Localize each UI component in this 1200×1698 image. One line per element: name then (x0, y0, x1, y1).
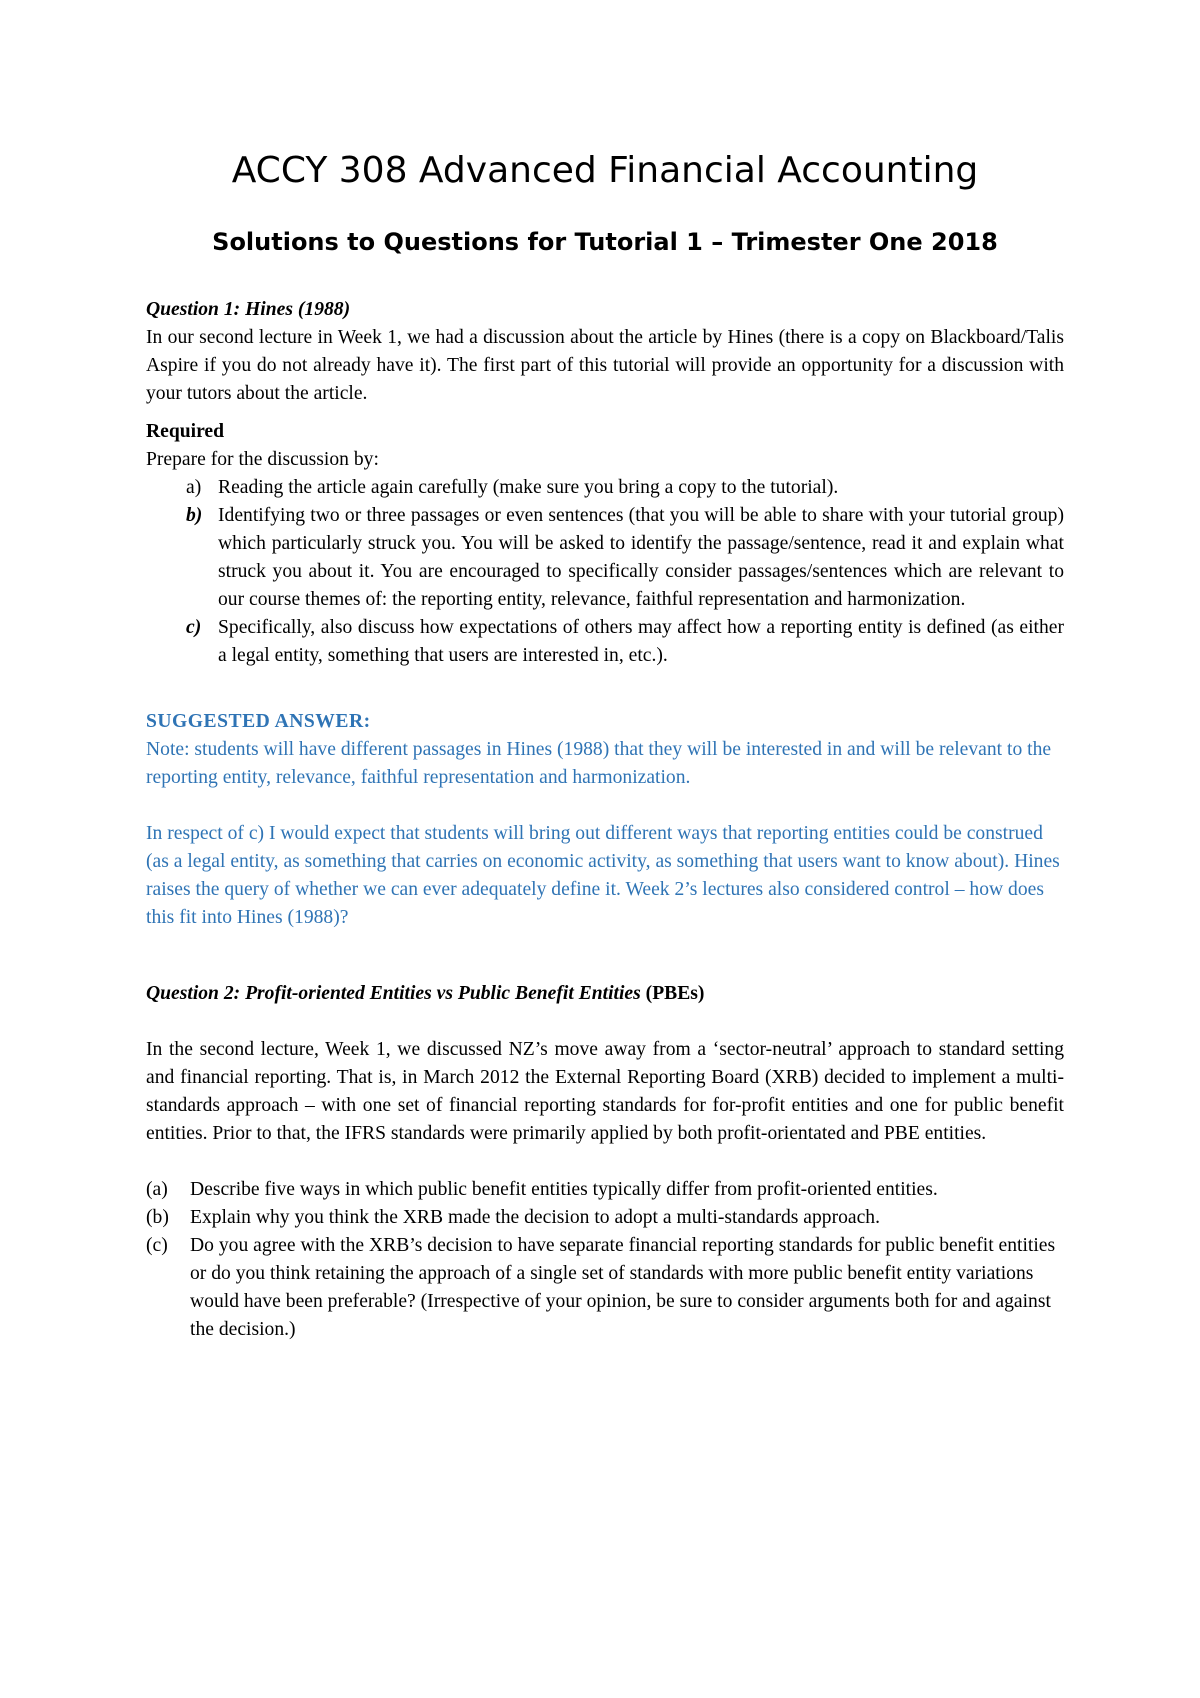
suggested-answer-note: Note: students will have different passages in Hines (1988) that they will be interested in and will be relevant to the reporting entity, relevance, faithful representation and harmonization. (146, 739, 1052, 788)
list-item-text: Describe five ways in which public benefit entities typically differ from profit-oriented entities. (190, 1179, 938, 1200)
list-item (146, 1176, 1064, 1204)
question-2-list (146, 1176, 1064, 1344)
question-1-intro: In our second lecture in Week 1, we had a discussion about the article by Hines (there is a copy on Blackboard/Talis Aspire if you do not already have it). The first part of this tutorial will provide an opportunity for a discussion with your tutors about the article. (146, 327, 1064, 404)
list-item-text: Explain why you think the XRB made the decision to adopt a multi-standards approach. (190, 1207, 880, 1228)
suggested-answer-heading: SUGGESTED ANSWER: (146, 711, 371, 732)
list-item (146, 1232, 1064, 1344)
list-item-text: Specifically, also discuss how expectations of others may affect how a reporting entity is defined (as either a legal entity, something that users are interested in, etc.). (218, 617, 1064, 666)
list-item (146, 502, 1064, 614)
list-marker: c) (186, 617, 202, 638)
question-2-heading-suffix: (PBEs) (645, 983, 705, 1004)
list-item-text: Reading the article again carefully (make sure you bring a copy to the tutorial). (218, 477, 839, 498)
list-marker: a) (186, 477, 202, 498)
question-2-heading (146, 980, 1064, 1008)
list-item (146, 474, 1064, 502)
suggested-answer-paragraph: In respect of c) I would expect that students will bring out different ways that reporting entities could be construed (as a legal entity, as something that carries on economic activity, as something that users want to know about). Hines raises the query of whether we can ever adequately define it. Week 2’s lectures also considered control – how does this fit into Hines (1988)? (146, 823, 1060, 928)
document-subtitle: Solutions to Questions for Tutorial 1 – Trimester One 2018 (212, 228, 998, 256)
list-item (146, 1204, 1064, 1232)
question-2-intro: In the second lecture, Week 1, we discussed NZ’s move away from a ‘sector-neutral’ approach to standard setting and financial reporting. That is, in March 2012 the External Reporting Board (XRB) decided to implement a multi-standards approach – with one set of financial reporting standards for for-profit entities and one for public benefit entities. Prior to that, the IFRS standards were primarily applied by both profit-orientated and PBE entities. (146, 1039, 1064, 1144)
list-item (146, 614, 1064, 670)
question-2-heading-text: Question 2: Profit-oriented Entities vs Public Benefit Entities (146, 983, 641, 1004)
paragraph-spacer (146, 792, 1064, 820)
list-item-text: Identifying two or three passages or even sentences (that you will be able to share with your tutorial group) which particularly struck you. You will be asked to identify the passage/sentence, read it and explain what struck you about it. You are encouraged to specifically consider passages/sentences which are relevant to our course themes of: the reporting entity, relevance, faithful representation and harmonization. (218, 505, 1064, 610)
document-body (146, 148, 1064, 1344)
list-marker: (c) (146, 1235, 168, 1256)
document-title: ACCY 308 Advanced Financial Accounting (231, 150, 979, 191)
required-heading: Required (146, 421, 225, 442)
question-1-list (146, 474, 1064, 670)
list-item-text: Do you agree with the XRB’s decision to have separate financial reporting standards for public benefit entities or do you think retaining the approach of a single set of standards with more public benefit entity variations would have been preferable? (Irrespective of your opinion, be sure to consider arguments both for and against the decision.) (190, 1235, 1056, 1340)
list-marker: (a) (146, 1179, 168, 1200)
list-marker: b) (186, 505, 203, 526)
list-marker: (b) (146, 1207, 169, 1228)
prepare-text: Prepare for the discussion by: (146, 449, 379, 470)
question-1-heading: Question 1: Hines (1988) (146, 299, 351, 320)
